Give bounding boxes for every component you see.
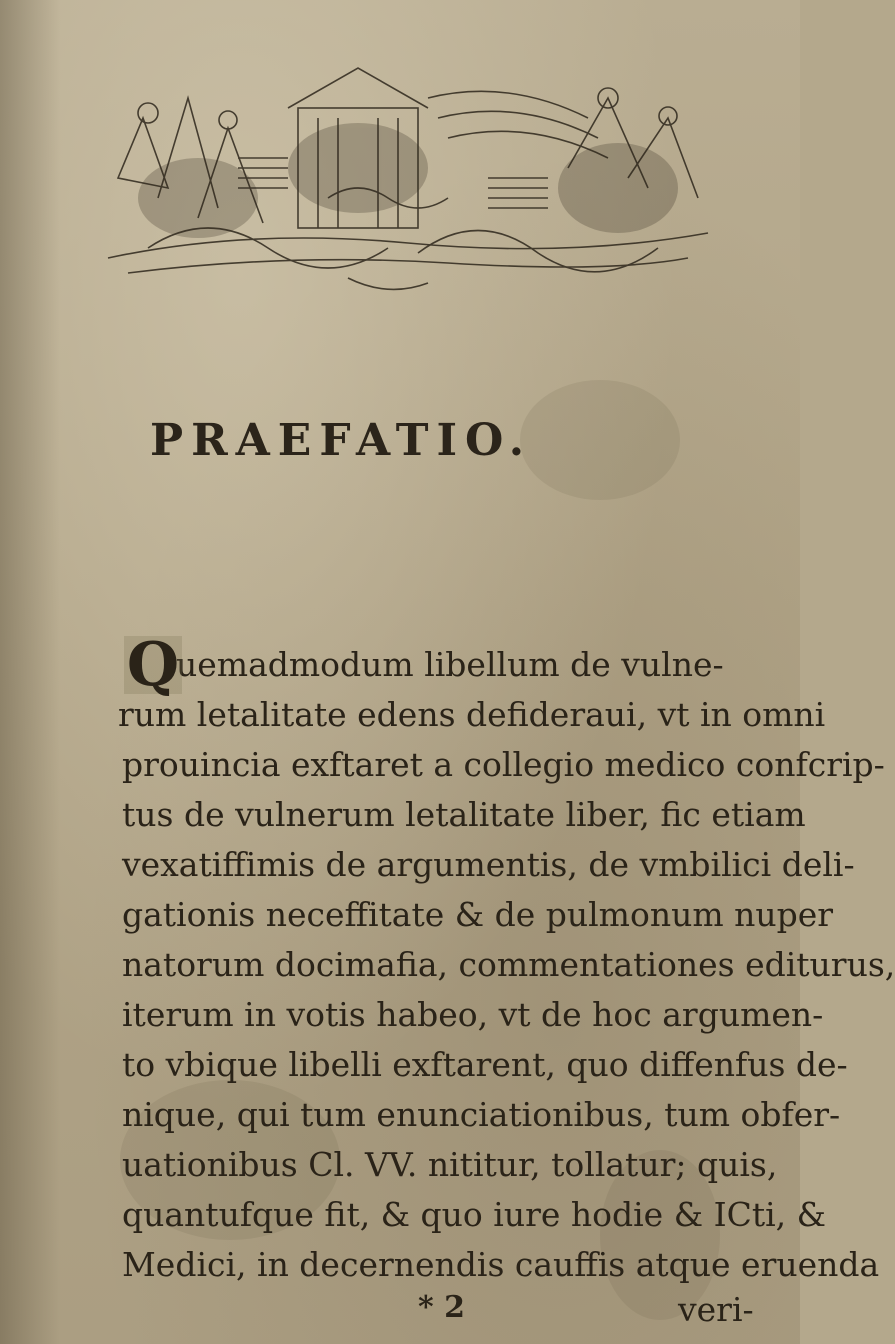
dropcap-initial: Q xyxy=(124,636,182,694)
page-title: PRAEFATIO. xyxy=(150,415,533,466)
catchword: veri- xyxy=(678,1290,754,1329)
text-line: uationibus Cl. VV. nititur, tollatur; quis, xyxy=(122,1145,778,1184)
body-text xyxy=(118,630,895,1330)
signature-mark: * 2 xyxy=(418,1290,466,1325)
text-line: to vbique libelli exftarent, quo diffenfus de- xyxy=(122,1045,848,1084)
text-line-content: uemadmodum libellum de vulne- xyxy=(176,645,724,684)
page-footer-line xyxy=(118,1290,758,1330)
text-line: iterum in votis habeo, vt de hoc argumen- xyxy=(122,995,824,1034)
text-line: tus de vulnerum letalitate liber, fic etiam xyxy=(122,795,806,834)
text-line: gationis neceffitate & de pulmonum nuper xyxy=(122,895,834,934)
text-line: natorum docimafia, commentationes editurus, xyxy=(122,945,895,984)
text-line xyxy=(118,630,758,700)
text-line: prouincia exftaret a collegio medico confcrip- xyxy=(122,745,885,784)
page-fold-shadow xyxy=(0,0,60,1344)
text-line: vexatiffimis de argumentis, de vmbilici deli- xyxy=(122,845,855,884)
text-line: Medici, in decernendis cauffis atque eruenda xyxy=(122,1245,880,1284)
text-line: quantufque fit, & quo iure hodie & ICti, & xyxy=(122,1195,827,1234)
engraved-headpiece-illustration xyxy=(88,58,728,306)
text-line: nique, qui tum enunciationibus, tum obfer- xyxy=(122,1095,841,1134)
text-line: rum letalitate edens defideraui, vt in omni xyxy=(118,695,826,734)
